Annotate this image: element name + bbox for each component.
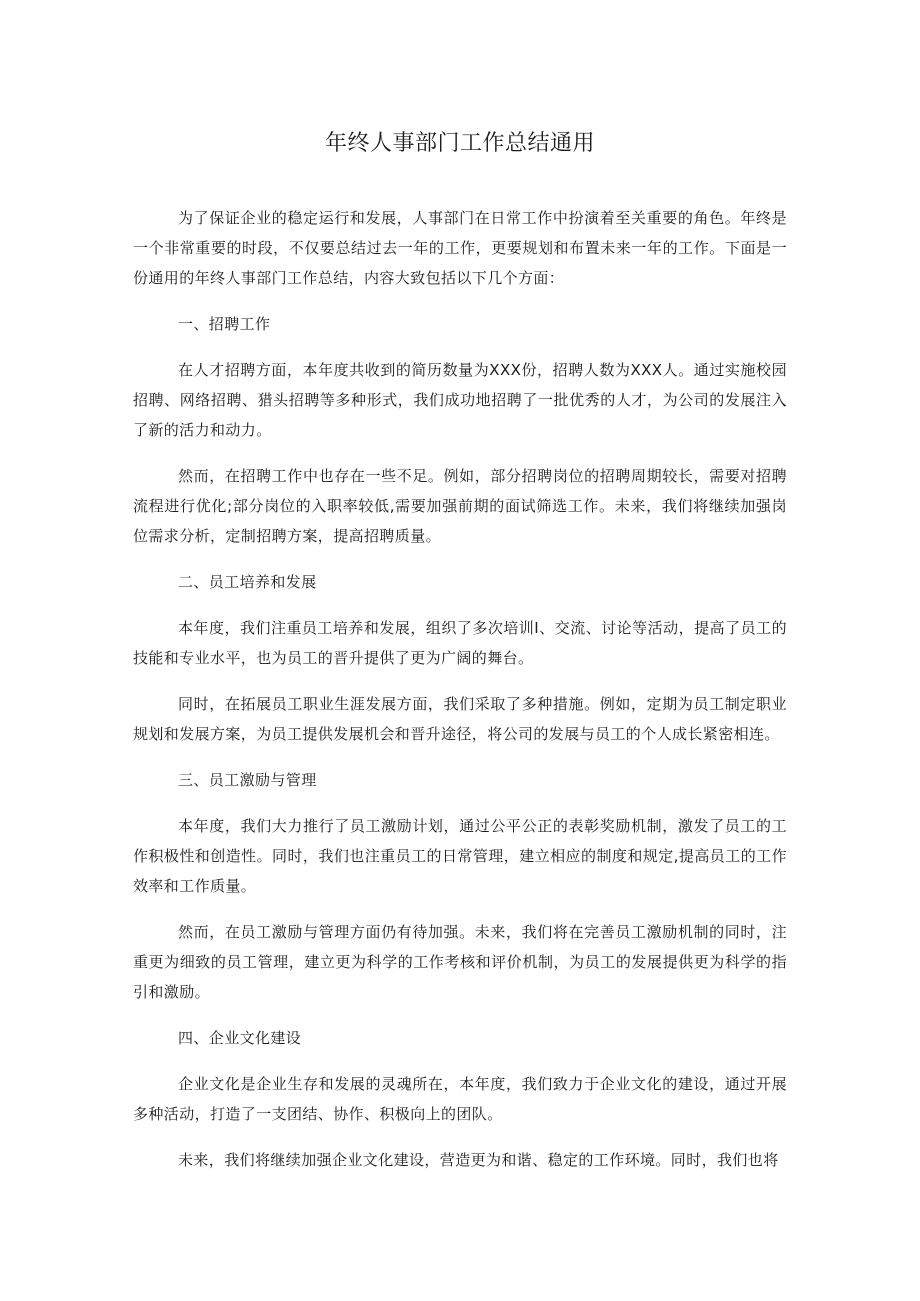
- paragraph: 在人才招聘方面，本年度共收到的简历数量为XXX份，招聘人数为XXX人。通过实施校园招聘、网络招聘、猎头招聘等多种形式，我们成功地招聘了一批优秀的人才，为公司的发展注入了新的活力和动力。: [133, 361, 787, 439]
- paragraph: 然而，在员工激励与管理方面仍有待加强。未来，我们将在完善员工激励机制的同时，注重更为细致的员工管理，建立更为科学的工作考核和评价机制，为员工的发展提供更为科学的指引和激励。: [133, 923, 787, 1001]
- section-heading-culture: 四、企业文化建设: [178, 1029, 302, 1047]
- document-body: [133, 203, 787, 1191]
- intro-paragraph: 为了保证企业的稳定运行和发展，人事部门在日常工作中扮演着至关重要的角色。年终是一个非常重要的时段，不仅要总结过去一年的工作，更要规划和布置未来一年的工作。下面是一份通用的年终人事部门工作总结，内容大致包括以下几个方面：: [133, 209, 787, 287]
- paragraph: 本年度，我们大力推行了员工激励计划，通过公平公正的表彰奖励机制，激发了员工的工作积极性和创造性。同时，我们也注重员工的日常管理，建立相应的制度和规定,提高员工的工作效率和工作质量。: [133, 817, 787, 895]
- paragraph: 企业文化是企业生存和发展的灵魂所在，本年度，我们致力于企业文化的建设，通过开展多种活动，打造了一支团结、协作、积极向上的团队。: [133, 1075, 787, 1123]
- section-heading-incentive: 三、员工激励与管理: [178, 771, 317, 789]
- section-heading-recruitment: 一、招聘工作: [178, 315, 271, 333]
- paragraph: 同时，在拓展员工职业生涯发展方面，我们采取了多种措施。例如，定期为员工制定职业规划和发展方案，为员工提供发展机会和晋升途径，将公司的发展与员工的个人成长紧密相连。: [133, 695, 787, 743]
- paragraph: 未来，我们将继续加强企业文化建设，营造更为和谐、稳定的工作环境。同时，我们也将: [178, 1151, 779, 1169]
- paragraph: 然而，在招聘工作中也存在一些不足。例如，部分招聘岗位的招聘周期较长，需要对招聘流程进行优化;部分岗位的入职率较低,需要加强前期的面试筛选工作。未来，我们将继续加强岗位需求分析，定制招聘方案，提高招聘质量。: [133, 467, 787, 545]
- section-heading-training: 二、员工培养和发展: [178, 573, 317, 591]
- document-title: 年终人事部门工作总结通用: [324, 131, 595, 156]
- paragraph: 本年度，我们注重员工培养和发展，组织了多次培训I、交流、讨论等活动，提高了员工的技能和专业水平，也为员工的晋升提供了更为广阔的舞台。: [133, 619, 787, 667]
